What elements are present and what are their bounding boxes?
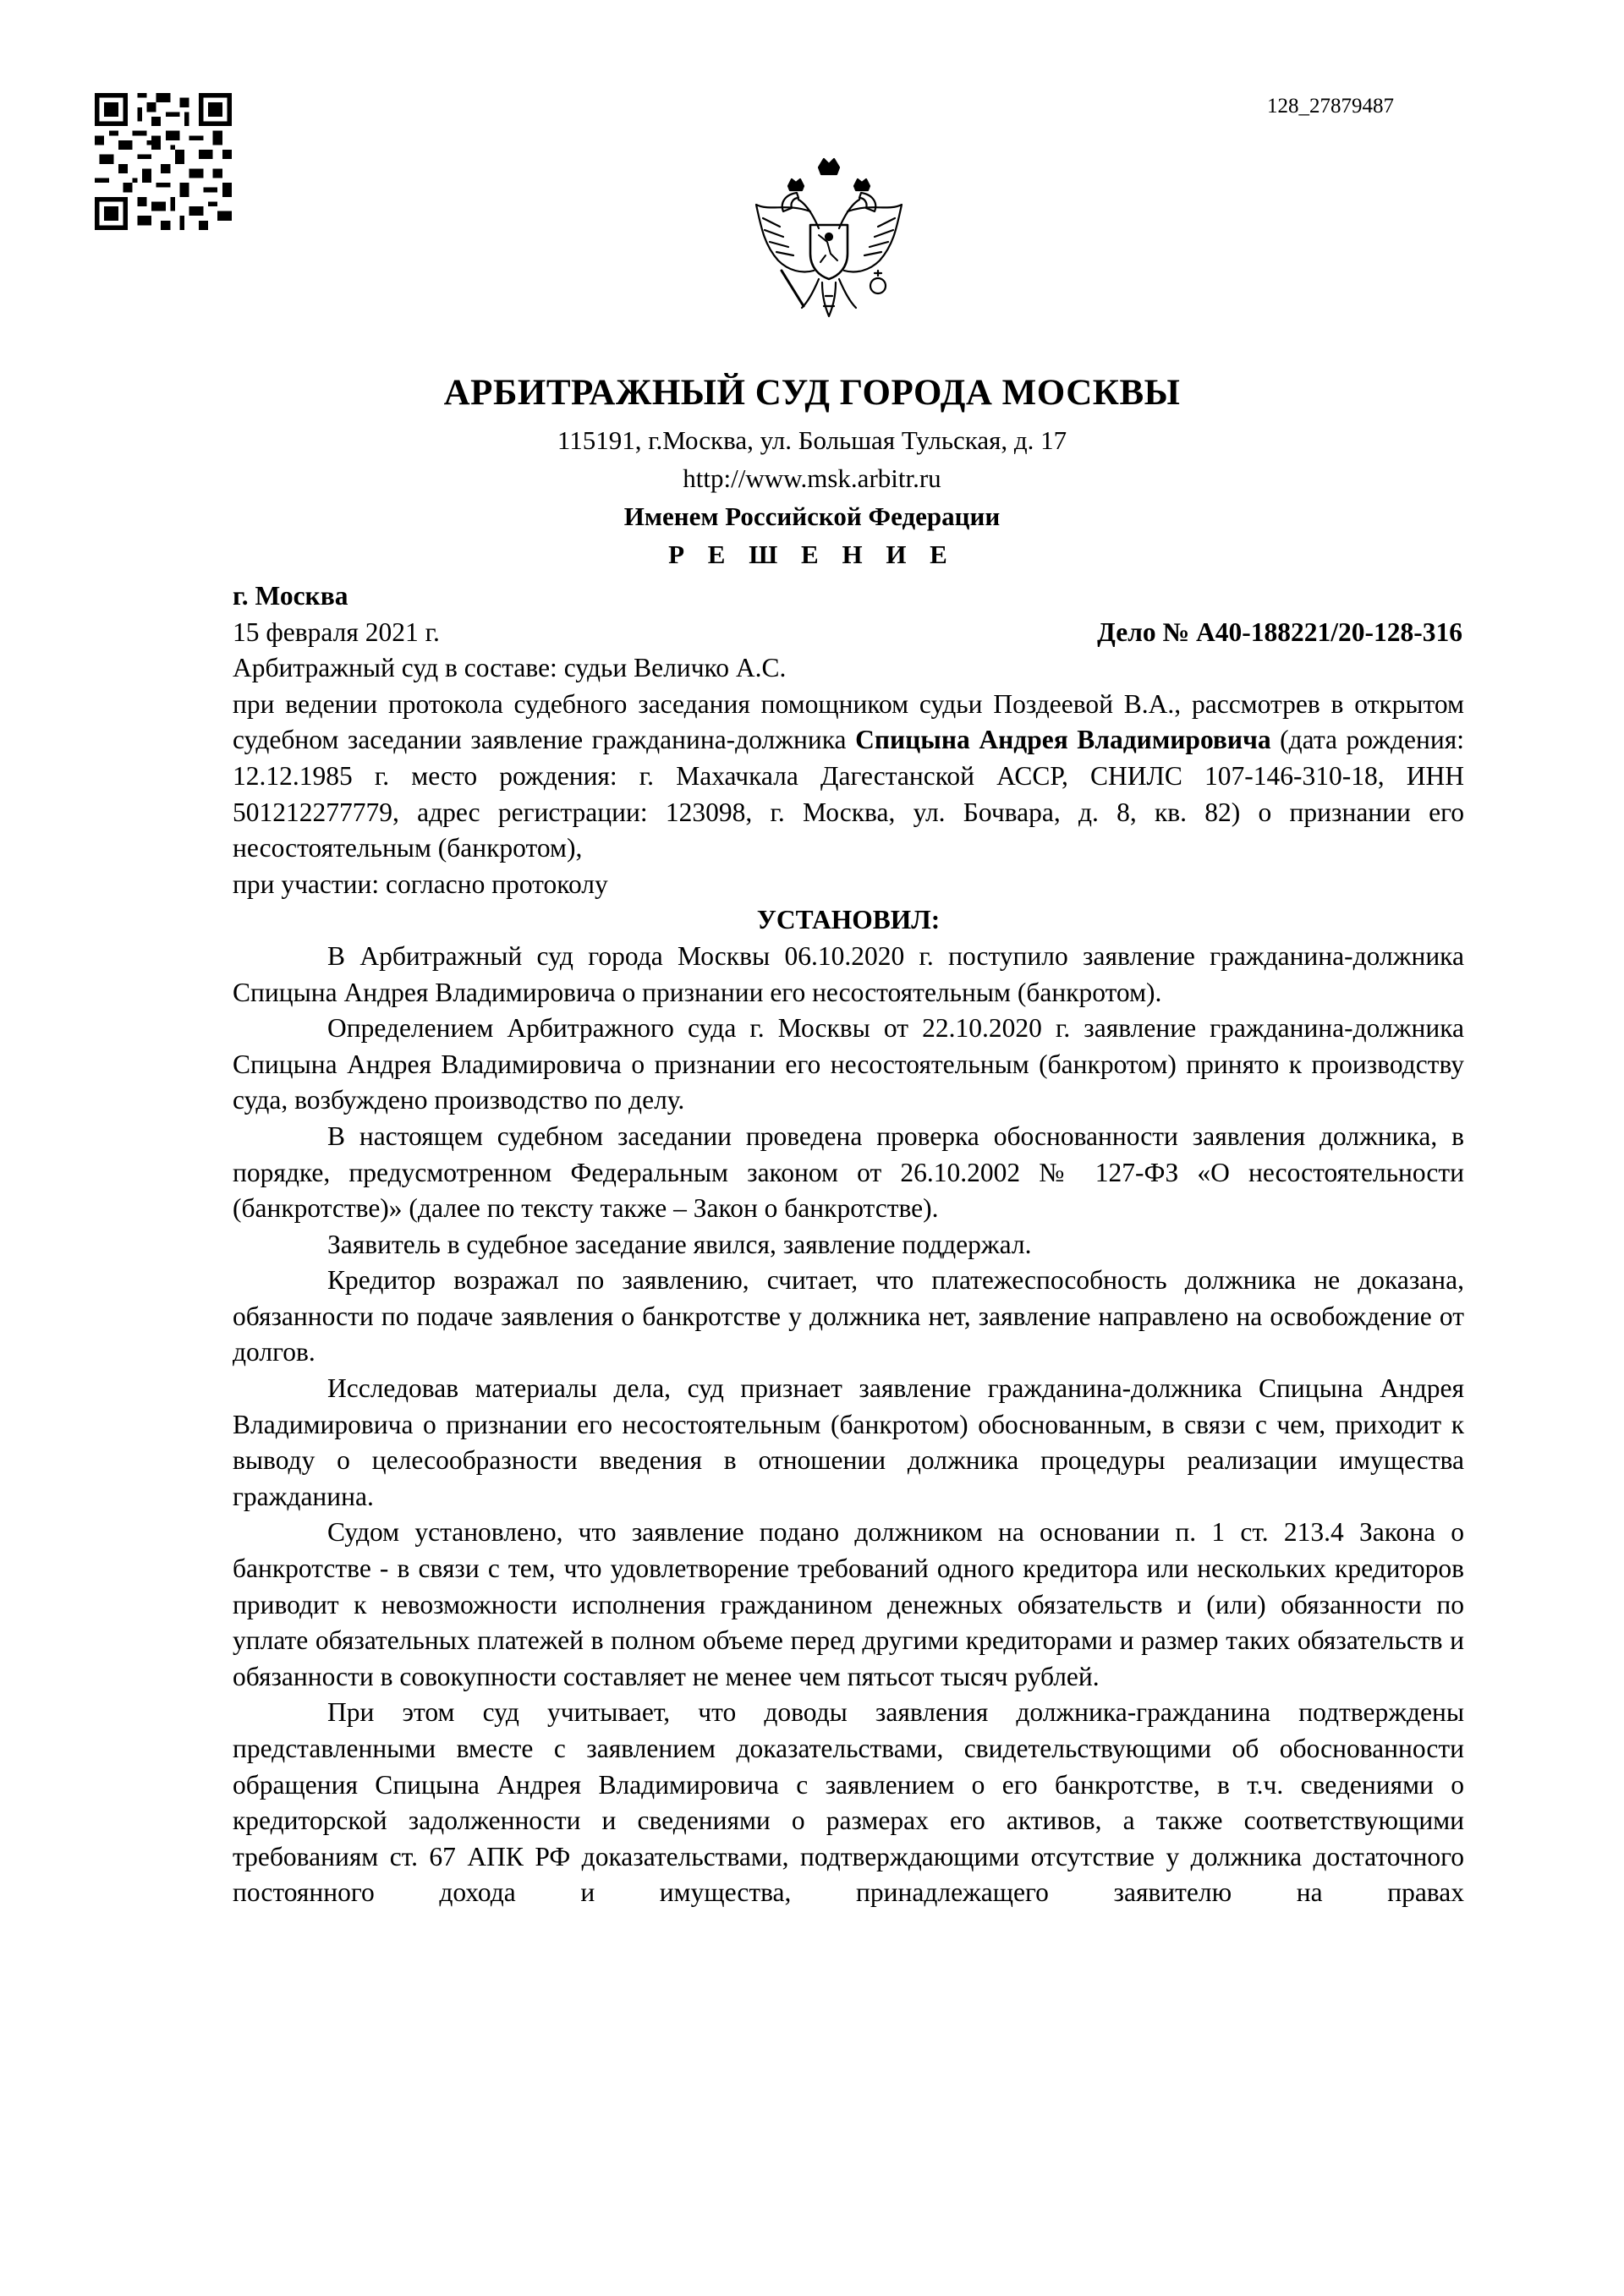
paragraph-5: Кредитор возражал по заявлению, считает, что платежеспособность должника не доказана, обязанности по подаче заявления о банкротстве у должника нет, заявление направлено на освобождение от долгов.: [233, 1265, 1464, 1367]
paragraph-7: Судом установлено, что заявление подано должником на основании п. 1 ст. 213.4 Закона о банкротстве - в связи с тем, что удовлетворение требований одного кредитора или нескольких кредиторов приводит к невозможности исполнения гражданином денежных обязательств и (или) обязанности по уплате обязательных платежей в полном объеме перед другими кредиторами и размер таких обязательств и обязанности в совокупности составляет не менее чем пятьсот тысяч рублей.: [233, 1517, 1464, 1691]
protocol-text-a: при ведении протокола судебного заседания помощником судьи Поздеевой В.А., рассмотрев в открытом судебном заседании заявление гражданина-должника: [233, 688, 1464, 755]
paragraph-2: Определением Арбитражного суда г. Москвы от 22.10.2020 г. заявление гражданина-должника Спицына Андрея Владимировича о признании его несостоятельным (банкротом) принято к производству суда, возбуждено производство по делу.: [233, 1013, 1464, 1115]
paragraph-3: В настоящем судебном заседании проведена проверка обоснованности заявления должника, в порядке, предусмотренном Федеральным законом от 26.10.2002 № 127-ФЗ «О несостоятельности (банкротстве)» (далее по тексту также – Закон о банкротстве).: [233, 1121, 1464, 1224]
document-id: 128_27879487: [1267, 95, 1394, 118]
participation: при участии: согласно протоколу: [233, 869, 608, 899]
qr-code-icon: [95, 93, 232, 230]
debtor-name: Спицына Андрея Владимировича: [855, 725, 1271, 755]
in-the-name-line: Именем Российской Федерации: [623, 501, 1001, 531]
city: г. Москва: [233, 581, 348, 611]
paragraph-1: В Арбитражный суд города Москвы 06.10.2020 г. поступило заявление гражданина-должника Спицына Андрея Владимировича о признании его несостоятельным (банкротом).: [233, 940, 1464, 1007]
court-composition: Арбитражный суд в составе: судьи Величко А.С.: [233, 653, 787, 683]
document-type: Р Е Ш Е Н И Е: [668, 540, 956, 569]
established-heading: УСТАНОВИЛ:: [756, 905, 941, 935]
protocol-paragraph: [233, 687, 1464, 867]
case-number: Дело № А40-188221/20-128-316: [1097, 616, 1462, 647]
paragraph-6: Исследовав материалы дела, суд признает заявление гражданина-должника Спицына Андрея Владимировича о признании его несостоятельным (банкротом) обоснованным, в связи с чем, приходит к выводу о целесообразности введения в отношении должника процедуры реализации имущества гражданина.: [233, 1373, 1464, 1511]
coat-of-arms-icon: [744, 152, 914, 330]
court-address: 115191, г.Москва, ул. Большая Тульская, д. 17: [557, 425, 1067, 455]
decision-date: 15 февраля 2021 г.: [233, 616, 440, 647]
document-body: [233, 578, 1464, 1911]
court-website: http://www.msk.arbitr.ru: [683, 463, 941, 493]
date-case-row: [233, 615, 1464, 651]
paragraph-8: При этом суд учитывает, что доводы заявления должника-гражданина подтверждены представленными вместе с заявлением доказательствами, свидетельствующими об обоснованности обращения Спицына Андрея Владимировича с заявлением о его банкротстве, в т.ч. сведениями о кредиторской задолженности и сведениями о размерах его активов, а также соответствующими требованиям ст. 67 АПК РФ доказательствами, подтверждающими отсутствие у должника достаточного постоянного дохода и имущества, принадлежащего заявителю на правах: [233, 1697, 1464, 1908]
protocol-text-b: (дата рождения: 12.12.1985 г. место рождения: г. Махачкала Дагестанской АССР, СНИЛС 107-146-310-18, ИНН 501212277779, адрес регистрации: 123098, г. Москва, ул. Бочвара, д. 8, кв. 82) о признании его несостоятельным (банкротом),: [233, 725, 1464, 863]
paragraph-4: Заявитель в судебное заседание явился, заявление поддержал.: [327, 1229, 1032, 1259]
court-name: АРБИТРАЖНЫЙ СУД ГОРОДА МОСКВЫ: [443, 373, 1181, 413]
